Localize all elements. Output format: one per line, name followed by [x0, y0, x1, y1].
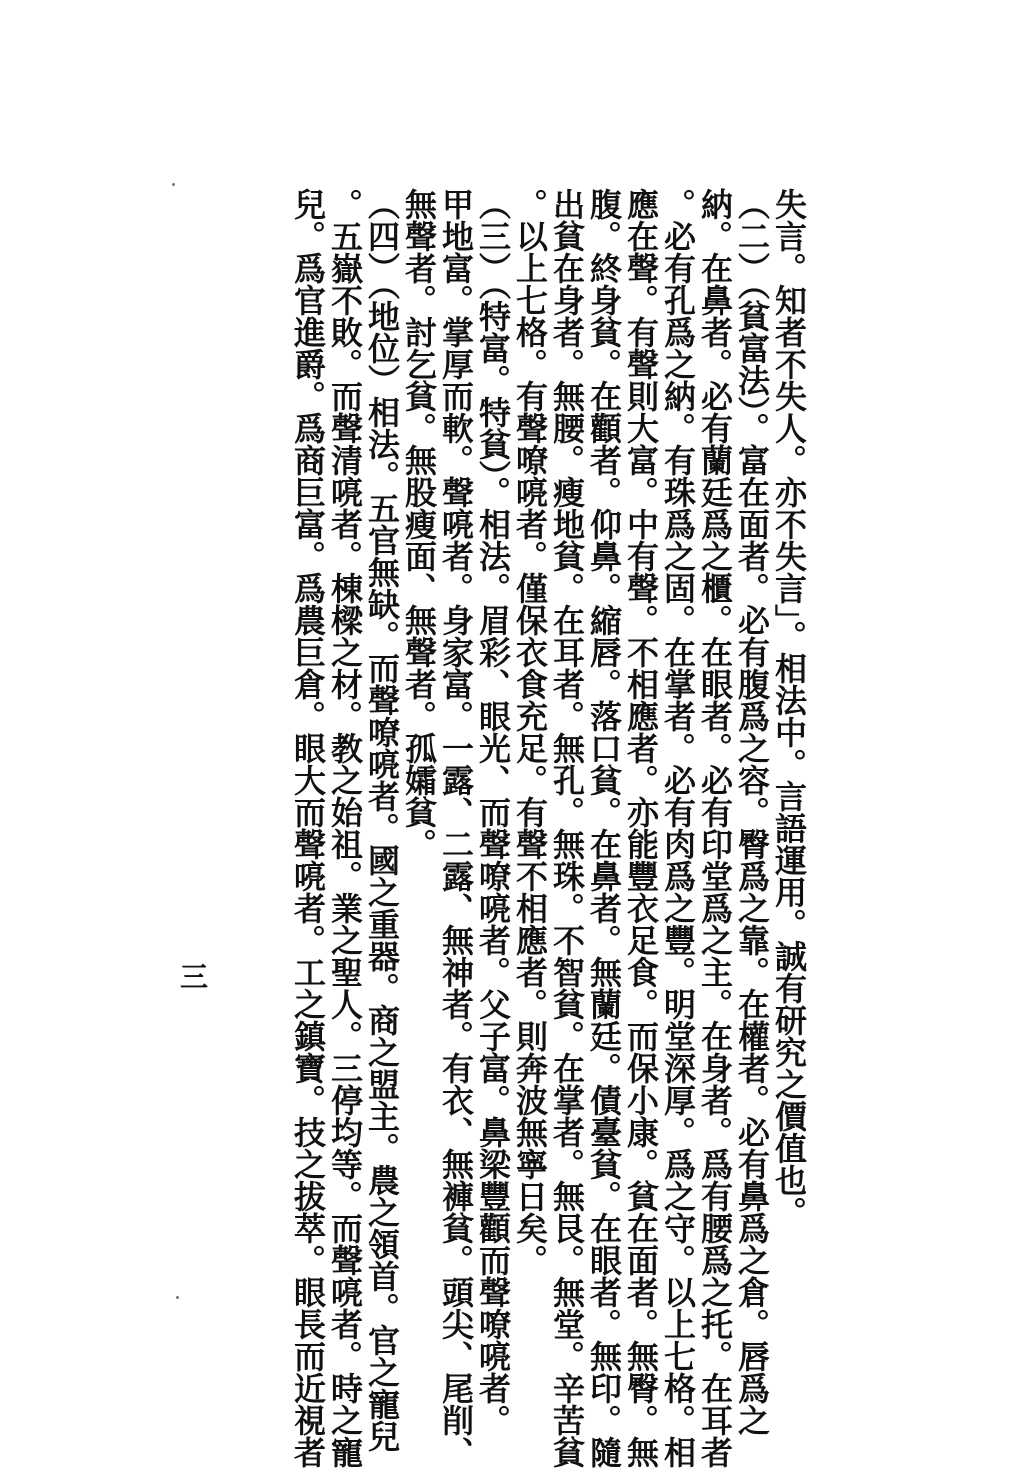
text-column-8: 。以上七格。有聲嘹喨者。僅保衣食充足。有聲不相應者。則奔波無寧日矣。: [511, 188, 549, 1276]
text-column-12-section-four: （四）（地位）相法。五官無缺。而聲嘹喨者。國之重器。商之盟主。農之領首。官之寵兒: [363, 188, 401, 1452]
text-column-10: 甲地富。掌厚而軟。聲喨者。身家富。一露、二露、無神者。有衣、無褲貧。頭尖、尾削、: [437, 188, 475, 1468]
text-column-4: 。必有孔爲之納。有珠爲之固。在掌者。必有肉爲之豐。明堂深厚。爲之守。以上七格。相: [659, 188, 697, 1468]
vertical-text-block: [205, 188, 808, 1468]
text-column-2-section-two: （二）（貧富法）。富在面者。必有腹爲之容。臀爲之靠。在權者。必有鼻爲之倉。唇爲之: [733, 188, 771, 1436]
text-column-1: 失言。知者不失人。亦不失言」。相法中。言語運用。誠有研究之價值也。: [770, 188, 808, 1228]
scan-speck: [172, 183, 175, 186]
text-column-7: 出貧在身者。無腰。瘦地貧。在耳者。無孔。無珠。不智貧。在掌者。無艮。無堂。辛苦貧: [548, 188, 586, 1468]
text-column-5: 應在聲。有聲則大富。中有聲。不相應者。亦能豐衣足食。而保小康。貧在面者。無臀。無: [622, 188, 660, 1468]
text-column-13: 。五嶽不敗。而聲清喨者。棟樑之材。教之始祖。業之聖人。三停均等。而聲喨者。時之寵: [326, 188, 364, 1468]
text-column-9-section-three: （三）（特富。特貧）。相法。眉彩、眼光、而聲嘹喨者。父子富。鼻梁豐顴而聲嘹喨者。: [474, 188, 512, 1436]
scan-speck: [176, 1296, 179, 1299]
text-column-3: 納。在鼻者。必有蘭廷爲之櫃。在眼者。必有印堂爲之主。在身者。爲有腰爲之托。在耳者: [696, 188, 734, 1468]
page-number: 三: [176, 962, 209, 990]
text-column-6: 腹。終身貧。在顴者。仰鼻。縮唇。落口貧。在鼻者。無蘭廷。債臺貧。在眼者。無印。隨: [585, 188, 623, 1468]
text-column-11: 無聲者。討乞貧。無股瘦面、無聲者。孤孀貧。: [400, 188, 438, 860]
text-column-14: 兒。爲官進爵。爲商巨富。爲農巨倉。眼大而聲喨者。工之鎮寶。技之拔萃。眼長而近視者: [289, 188, 327, 1468]
